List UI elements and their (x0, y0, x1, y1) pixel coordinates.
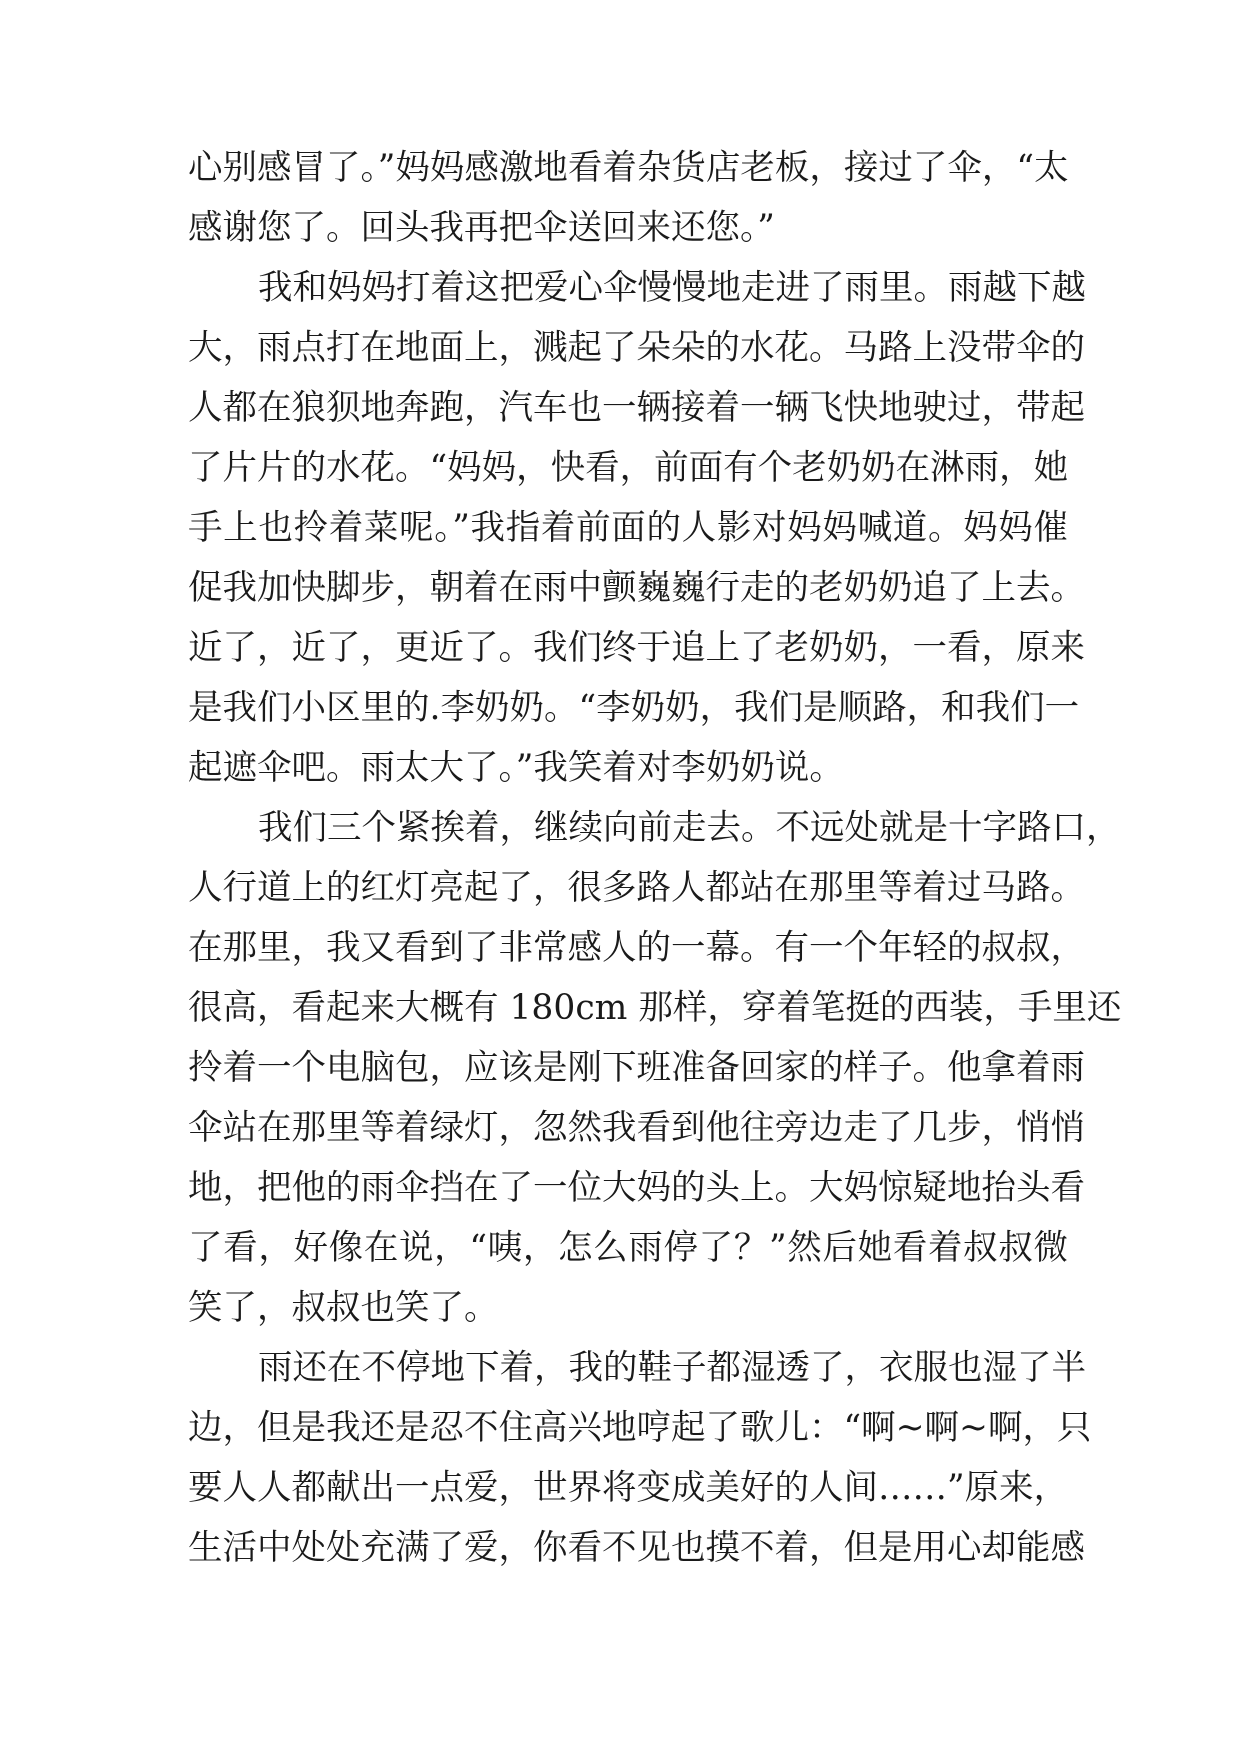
text-line: 感谢您了。回头我再把伞送回来还您。” (188, 208, 775, 248)
text-line: 了片片的水花。“妈妈，快看，前面有个老奶奶在淋雨，她 (188, 448, 1069, 488)
text-line-paragraph-start: 我们三个紧挨着，继续向前走去。不远处就是十字路口， (258, 808, 1121, 848)
text-line: 地，把他的雨伞挡在了一位大妈的头上。大妈惊疑地抬头看 (188, 1168, 1085, 1208)
text-line-paragraph-start: 我和妈妈打着这把爱心伞慢慢地走进了雨里。雨越下越 (258, 268, 1086, 308)
text-line: 拎着一个电脑包，应该是刚下班准备回家的样子。他拿着雨 (188, 1048, 1085, 1088)
text-line: 起遮伞吧。雨太大了。”我笑着对李奶奶说。 (188, 748, 844, 788)
text-line-paragraph-start: 雨还在不停地下着，我的鞋子都湿透了，衣服也湿了半 (258, 1348, 1086, 1388)
text-line: 人行道上的红灯亮起了，很多路人都站在那里等着过马路。 (188, 868, 1085, 908)
text-line: 边，但是我还是忍不住高兴地哼起了歌儿：“啊~啊~啊，只 (188, 1408, 1092, 1448)
text-line: 很高，看起来大概有 180cm 那样，穿着笔挺的西装，手里还 (188, 988, 1122, 1028)
text-line: 促我加快脚步，朝着在雨中颤巍巍行走的老奶奶追了上去。 (188, 568, 1085, 608)
text-line: 生活中处处充满了爱，你看不见也摸不着，但是用心却能感 (188, 1528, 1085, 1568)
text-line: 心别感冒了。”妈妈感激地看着杂货店老板，接过了伞，“太 (188, 148, 1069, 188)
text-line: 伞站在那里等着绿灯，忽然我看到他往旁边走了几步，悄悄 (188, 1108, 1085, 1148)
text-line: 是我们小区里的.李奶奶。“李奶奶，我们是顺路，和我们一 (188, 688, 1080, 728)
text-line: 近了，近了，更近了。我们终于追上了老奶奶，一看，原来 (188, 628, 1085, 668)
text-line: 大，雨点打在地面上，溅起了朵朵的水花。马路上没带伞的 (188, 328, 1085, 368)
text-line: 笑了，叔叔也笑了。 (188, 1288, 499, 1328)
text-line: 要人人都献出一点爱，世界将变成美好的人间……”原来， (188, 1468, 1069, 1508)
text-line: 在那里，我又看到了非常感人的一幕。有一个年轻的叔叔， (188, 928, 1085, 968)
text-line: 人都在狼狈地奔跑，汽车也一辆接着一辆飞快地驶过，带起 (188, 388, 1085, 428)
text-line: 了看，好像在说，“咦，怎么雨停了？”然后她看着叔叔微 (188, 1228, 1068, 1268)
text-line: 手上也拎着菜呢。”我指着前面的人影对妈妈喊道。妈妈催 (188, 508, 1068, 548)
